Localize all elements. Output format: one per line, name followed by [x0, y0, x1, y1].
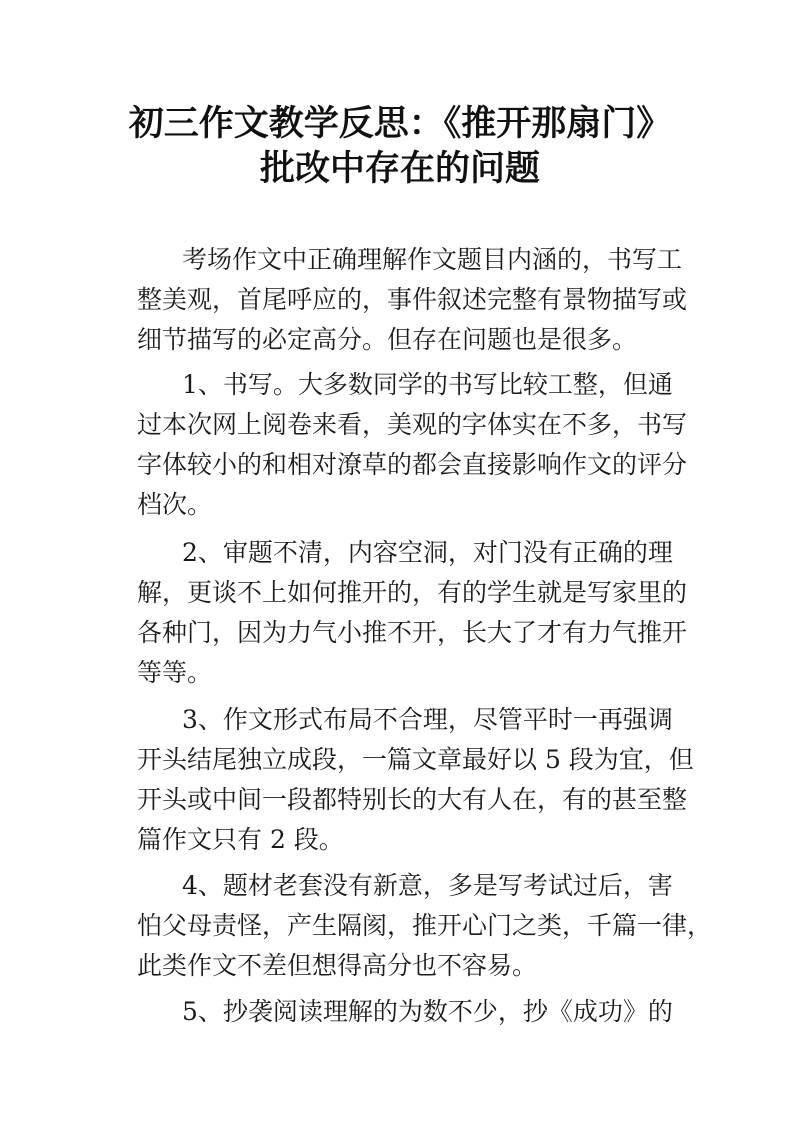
paragraph-line: 3、作文形式布局不合理，尽管平时一再强调: [182, 705, 673, 734]
paragraph-line: 整美观，首尾呼应的，事件叙述完整有景物描写或: [137, 285, 688, 314]
paragraph-line: 4、题材老套没有新意，多是写考试过后，害: [182, 871, 673, 900]
paragraph-topic: [137, 533, 688, 693]
paragraph-line: 各种门，因为力气小推不开，长大了才有力气推开: [137, 618, 688, 647]
paragraph-line: 字体较小的和相对潦草的都会直接影响作文的评分: [137, 450, 688, 479]
paragraph-line: 5、抄袭阅读理解的为数不少，抄《成功》的: [182, 997, 673, 1026]
paragraph-material: [137, 866, 713, 986]
paragraph-line: 2、审题不清，内容空洞，对门没有正确的理: [182, 538, 673, 567]
document-title-line-1: 初三作文教学反思：《推开那扇门》: [128, 104, 672, 144]
paragraph-line: 等等。: [137, 658, 213, 687]
paragraph-line: 考场作文中正确理解作文题目内涵的，书写工: [182, 245, 683, 274]
paragraph-line: 过本次网上阅卷来看，美观的字体实在不多，书写: [137, 410, 688, 439]
paragraph-line: 此类作文不差但想得高分也不容易。: [137, 951, 538, 980]
paragraph-line: 细节描写的必定高分。但存在问题也是很多。: [137, 325, 638, 354]
paragraph-line: 篇作文只有 2 段。: [137, 825, 344, 854]
paragraph-line: 档次。: [137, 490, 213, 519]
paragraph-line: 开头或中间一段都特别长的大有人在，有的甚至整: [137, 785, 688, 814]
paragraph-line: 解，更谈不上如何推开的，有的学生就是写家里的: [137, 578, 688, 607]
paragraph-handwriting: [137, 365, 688, 525]
paragraph-layout: [137, 700, 694, 860]
paragraph-intro: [137, 240, 688, 360]
paragraph-plagiarism: [137, 992, 677, 1032]
paragraph-line: 开头结尾独立成段，一篇文章最好以 5 段为宜，但: [137, 745, 694, 774]
paragraph-line: 怕父母责怪，产生隔阂，推开心门之类，千篇一律，: [137, 911, 713, 940]
document-title-line-2: 批改中存在的问题: [259, 149, 540, 189]
paragraph-line: 1、书写。大多数同学的书写比较工整，但通: [182, 370, 673, 399]
